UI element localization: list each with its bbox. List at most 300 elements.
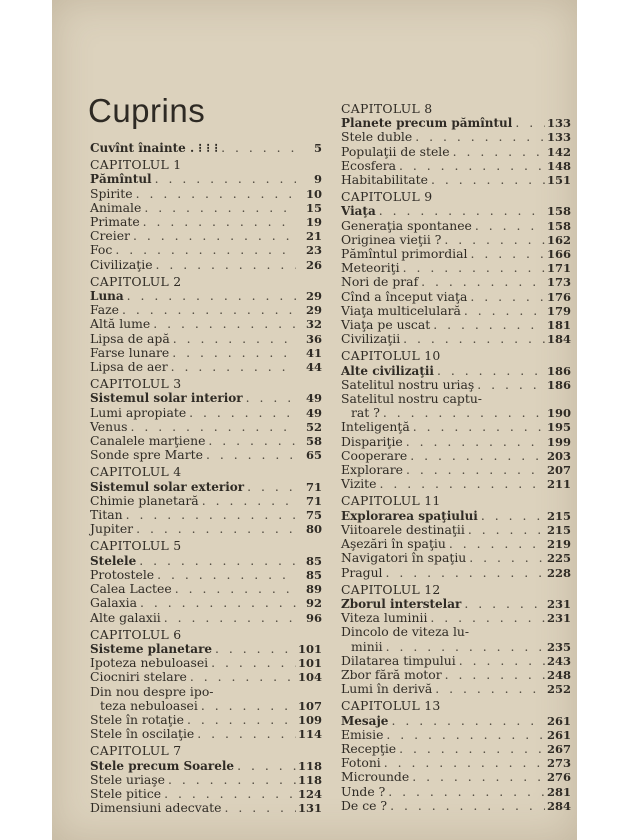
- page-number: 101: [297, 656, 322, 671]
- dot-leader: [186, 406, 296, 420]
- entry-text: Viteza luminii: [341, 610, 428, 626]
- toc-entry: [90, 229, 322, 243]
- toc-entry: [90, 434, 322, 448]
- toc-entry: [90, 215, 322, 229]
- dot-leader: [403, 435, 545, 449]
- dot-leader: [409, 770, 545, 784]
- toc-entry: [90, 727, 322, 741]
- dot-leader: [383, 640, 545, 654]
- entry-text: Lumi apropiate: [90, 404, 187, 420]
- page-number: 195: [546, 420, 571, 435]
- entry-text: Canalele marţiene: [90, 433, 206, 449]
- entry-text: CAPITOLUL 3: [90, 376, 182, 392]
- chapter-heading: [90, 539, 322, 553]
- entry-text: Sistemul solar interior: [90, 391, 243, 406]
- toc-entry: [90, 448, 322, 462]
- dot-leader: [388, 714, 545, 728]
- entry-text: CAPITOLUL 8: [341, 101, 433, 116]
- page-number: 267: [546, 741, 571, 756]
- page-number: 162: [546, 232, 571, 247]
- entry-text: Dispariţie: [341, 433, 403, 449]
- dot-leader: [187, 670, 296, 684]
- toc-entry: [90, 201, 322, 215]
- page-number: 133: [546, 116, 571, 131]
- toc-entry: [341, 145, 571, 159]
- dot-leader: [446, 537, 545, 551]
- page-number: 15: [305, 200, 322, 215]
- dot-leader: [205, 434, 296, 448]
- toc-entry: [90, 568, 322, 582]
- page-number: 243: [546, 653, 571, 668]
- entry-text: Aşezări în spaţiu: [341, 536, 446, 552]
- toc-entry: [341, 770, 571, 784]
- page-title: Cuprins: [88, 92, 206, 129]
- page-number: 190: [546, 406, 571, 421]
- page-number: 261: [546, 727, 571, 742]
- entry-text: Lipsa de apă: [90, 330, 170, 346]
- entry-text: Jupiter: [90, 521, 134, 537]
- dot-leader: [377, 477, 546, 491]
- dot-leader: [376, 204, 545, 218]
- entry-text: Fotoni: [341, 755, 381, 771]
- entry-text: CAPITOLUL 6: [90, 626, 182, 642]
- toc-entry: [341, 420, 571, 434]
- page-number: 71: [305, 479, 322, 494]
- entry-text: Farse lunare: [90, 344, 170, 360]
- toc-entry: [90, 258, 322, 272]
- entry-text: Dimensiuni adecvate: [90, 800, 222, 816]
- dot-leader: [380, 406, 545, 420]
- dot-leader: [432, 682, 545, 696]
- dot-leader: [467, 247, 545, 261]
- toc-entry: [341, 304, 571, 318]
- dot-leader: [127, 420, 296, 434]
- toc-entry: [341, 785, 571, 799]
- toc-entry: [341, 159, 571, 173]
- page-number: 118: [297, 772, 322, 787]
- toc-entry: [341, 247, 571, 261]
- entry-text: Stelele: [90, 553, 137, 568]
- entry-text: Faze: [90, 302, 120, 318]
- entry-text: Animale: [90, 199, 142, 215]
- dot-leader: [199, 494, 296, 508]
- dot-leader: [153, 258, 296, 272]
- toc-entry: [341, 392, 571, 406]
- entry-text: Navigatori în spaţiu: [341, 550, 467, 566]
- dot-leader: [466, 551, 545, 565]
- page-number: 207: [546, 463, 571, 478]
- entry-text: minii: [351, 638, 383, 654]
- page-number: 215: [546, 508, 571, 523]
- entry-text: Pămîntul: [90, 172, 152, 187]
- dot-leader: [418, 275, 545, 289]
- page-number: 173: [546, 275, 571, 290]
- page-number: 114: [297, 727, 322, 742]
- toc-entry: [341, 290, 571, 304]
- dot-leader: [221, 801, 296, 815]
- entry-text: Habitabilitate: [341, 172, 428, 188]
- page-number: 284: [546, 798, 571, 813]
- dot-leader: [472, 219, 545, 233]
- page-number: 104: [297, 670, 322, 685]
- page-number: 151: [546, 173, 571, 188]
- dot-leader: [430, 318, 545, 332]
- entry-text: Generaţia spontanee: [341, 217, 472, 233]
- entry-text: Civilizaţie: [90, 256, 153, 272]
- entry-text: CAPITOLUL 2: [90, 273, 182, 289]
- entry-text: Viitoarele destinaţii: [341, 521, 465, 537]
- entry-text: CAPITOLUL 7: [90, 743, 182, 759]
- entry-text: Microunde: [341, 769, 410, 785]
- entry-text: Sonde spre Marte: [90, 447, 203, 463]
- dot-leader: [136, 554, 296, 568]
- page-number: 65: [305, 448, 322, 463]
- page-number: 5: [313, 141, 322, 155]
- page-number: 36: [305, 331, 322, 346]
- page-number: 109: [297, 712, 322, 727]
- toc-entry: [90, 346, 322, 360]
- page-number: 219: [546, 537, 571, 552]
- dot-leader: [152, 172, 296, 186]
- dot-leader: [137, 596, 296, 610]
- page-number: 133: [546, 130, 571, 145]
- chapter-title-entry: [341, 204, 571, 218]
- chapter-title-entry: [341, 509, 571, 523]
- entry-text: Ecosfera: [341, 157, 397, 173]
- dot-leader: [428, 173, 545, 187]
- toc-entry: [341, 463, 571, 477]
- page-number: 26: [305, 257, 322, 272]
- entry-text: Originea vieţii ?: [341, 231, 442, 247]
- dot-leader: [474, 378, 545, 392]
- dot-leader: [465, 523, 545, 537]
- toc-entry: [341, 654, 571, 668]
- toc-entry: [90, 582, 322, 596]
- toc-entry: [341, 668, 571, 682]
- toc-entry: [90, 596, 322, 610]
- dot-leader: [198, 699, 296, 713]
- toc-entry: [90, 406, 322, 420]
- entry-text: Unde ?: [341, 783, 386, 799]
- entry-text: Populaţii de stele: [341, 143, 450, 159]
- page-number: 75: [305, 508, 322, 523]
- entry-text: CAPITOLUL 1: [90, 157, 182, 173]
- page-number: 199: [546, 434, 571, 449]
- chapter-heading: [90, 744, 322, 758]
- page-number: 49: [305, 391, 322, 406]
- toc-entry: [90, 787, 322, 801]
- page-number: 101: [297, 641, 322, 656]
- entry-text: Stele uriaşe: [90, 771, 165, 787]
- page-number: 52: [305, 419, 322, 434]
- entry-text: De ce ?: [341, 797, 388, 813]
- chapter-title-entry: [90, 172, 322, 186]
- page-number: 225: [546, 551, 571, 566]
- entry-text: Luna: [90, 289, 124, 304]
- dot-leader: [396, 742, 545, 756]
- page-number: 276: [546, 770, 571, 785]
- entry-text: Galaxia: [90, 595, 137, 611]
- toc-column-right: [341, 99, 571, 813]
- entry-text: Meteoriţi: [341, 260, 400, 276]
- toc-entry: [341, 566, 571, 580]
- entry-text: Foc: [90, 242, 113, 258]
- page-number: 184: [546, 332, 571, 347]
- entry-text: Nori de praf: [341, 274, 419, 290]
- page-number: 29: [305, 289, 322, 304]
- entry-text: CAPITOLUL 5: [90, 538, 182, 554]
- chapter-heading: [341, 699, 571, 713]
- entry-text: Stele în rotaţie: [90, 711, 184, 727]
- toc-entry: [341, 130, 571, 144]
- page-number: 248: [546, 667, 571, 682]
- dot-leader: [400, 261, 545, 275]
- dot-leader: [119, 303, 296, 317]
- page-number: 10: [305, 186, 322, 201]
- toc-entry: [90, 522, 322, 536]
- dot-leader: [383, 566, 545, 580]
- page-number: 29: [305, 303, 322, 318]
- dot-leader: [123, 508, 296, 522]
- toc-entry: [341, 799, 571, 813]
- toc-entry: [90, 713, 322, 727]
- page-number: 107: [297, 698, 322, 713]
- dot-leader: [184, 713, 296, 727]
- entry-text: Din nou despre ipo-: [90, 683, 214, 699]
- entry-text: Dincolo de viteza lu-: [341, 624, 470, 640]
- dot-leader: [442, 668, 545, 682]
- entry-text: Explorare: [341, 462, 403, 478]
- entry-text: Protostele: [90, 566, 155, 582]
- page-number: 142: [546, 144, 571, 159]
- page-number: 273: [546, 756, 571, 771]
- dot-leader: [133, 187, 296, 201]
- page-number: 49: [305, 405, 322, 420]
- page-number: 23: [305, 243, 322, 258]
- dot-leader: [150, 317, 296, 331]
- toc-entry: [90, 508, 322, 522]
- entry-text: Altă lume: [90, 316, 151, 332]
- entry-text: Pragul: [341, 564, 383, 580]
- toc-entry: [90, 611, 322, 625]
- toc-entry: [90, 303, 322, 317]
- entry-text: Cooperare: [341, 447, 408, 463]
- entry-text: Stele precum Soarele: [90, 758, 235, 773]
- chapter-heading: [341, 102, 571, 116]
- toc-entry: [90, 243, 322, 257]
- entry-text: Primate: [90, 214, 140, 230]
- page-number: 186: [546, 377, 571, 392]
- page-number: 158: [546, 204, 571, 219]
- dot-leader: [170, 332, 296, 346]
- dot-leader: [450, 145, 545, 159]
- toc-entry: [90, 656, 322, 670]
- page-number: 19: [305, 215, 322, 230]
- page-number: 124: [297, 786, 322, 801]
- entry-text: Ipoteza nebuloasei: [90, 655, 209, 671]
- entry-text: Chimie planetară: [90, 492, 199, 508]
- dot-leader: [168, 360, 296, 374]
- page-number: 131: [297, 801, 322, 816]
- chapter-title-entry: [341, 116, 571, 130]
- chapter-heading: [90, 158, 322, 172]
- entry-text: Lipsa de aer: [90, 359, 168, 375]
- page-number: 228: [546, 565, 571, 580]
- dot-leader: [441, 233, 545, 247]
- book-page: [52, 0, 577, 840]
- toc-entry: [90, 699, 322, 713]
- entry-text: Stele pitice: [90, 785, 162, 801]
- dot-leader: [234, 759, 296, 773]
- dot-leader: [130, 229, 296, 243]
- toc-entry: [341, 219, 571, 233]
- toc-entry: [90, 670, 322, 684]
- toc-entry: [341, 406, 571, 420]
- toc-entry: [341, 318, 571, 332]
- chapter-title-entry: [90, 391, 322, 405]
- dot-leader: [461, 304, 545, 318]
- page-number: 179: [546, 303, 571, 318]
- entry-text: Creier: [90, 228, 130, 244]
- chapter-heading: [90, 628, 322, 642]
- entry-text: Viaţa pe uscat: [341, 317, 431, 333]
- entry-text: Venus: [90, 418, 128, 434]
- page-number: 148: [546, 158, 571, 173]
- toc-entry: [90, 773, 322, 787]
- entry-text: Satelitul nostru captu-: [341, 391, 482, 407]
- chapter-heading: [341, 349, 571, 363]
- entry-text: Ciocniri stelare: [90, 669, 187, 685]
- page-number: 231: [546, 611, 571, 626]
- entry-text: Stele duble: [341, 129, 413, 145]
- page-number: 231: [546, 596, 571, 611]
- entry-text: Pămîntul primordial: [341, 246, 468, 262]
- entry-text: rat ?: [351, 405, 380, 421]
- toc-entry: [341, 728, 571, 742]
- page-number: 166: [546, 247, 571, 262]
- dot-leader: [478, 509, 545, 523]
- chapter-heading: [341, 190, 571, 204]
- page-number: 281: [546, 784, 571, 799]
- chapter-title-entry: [90, 759, 322, 773]
- entry-text: Alte civilizaţii: [341, 363, 434, 378]
- toc-entry: [90, 685, 322, 699]
- chapter-title-entry: [90, 554, 322, 568]
- page-number: 176: [546, 289, 571, 304]
- page-number: 41: [305, 345, 322, 360]
- entry-text: Spirite: [90, 185, 133, 201]
- page-number: 32: [305, 317, 322, 332]
- page-number: 211: [546, 477, 571, 492]
- toc-entry: [341, 523, 571, 537]
- toc-entry: [341, 742, 571, 756]
- page-number: 44: [305, 360, 322, 375]
- toc-entry: [341, 682, 571, 696]
- entry-text: Emisie: [341, 726, 384, 742]
- toc-entry: [341, 537, 571, 551]
- dot-leader: [169, 346, 296, 360]
- toc-entry: [341, 640, 571, 654]
- dot-leader: [381, 756, 545, 770]
- dot-leader: [512, 116, 545, 130]
- entry-text: Alte galaxii: [90, 609, 161, 625]
- toc-entry: [341, 332, 571, 346]
- entry-text: Titan: [90, 507, 123, 523]
- page-number: 186: [546, 363, 571, 378]
- entry-text: Lumi în derivă: [341, 681, 433, 697]
- entry-text: Inteligenţă: [341, 419, 410, 435]
- entry-text: Zbor fără motor: [341, 666, 442, 682]
- dot-leader: [407, 449, 545, 463]
- entry-text: CAPITOLUL 13: [341, 698, 441, 714]
- dot-leader: [396, 159, 545, 173]
- entry-text: Sistemul solar exterior: [90, 479, 245, 494]
- entry-text: Viaţa multicelulară: [341, 302, 461, 318]
- dot-leader: [456, 654, 545, 668]
- dot-leader: [161, 611, 296, 625]
- page-number: 71: [305, 493, 322, 508]
- entry-text: Zborul interstelar: [341, 596, 462, 611]
- page-number: 96: [305, 610, 322, 625]
- entry-text: Recepţie: [341, 740, 397, 756]
- entry-text: Mesaje: [341, 713, 389, 728]
- dot-leader: [434, 364, 545, 378]
- page-number: 261: [546, 713, 571, 728]
- dot-leader: [154, 568, 296, 582]
- dot-leader: [203, 448, 296, 462]
- dot-leader: [427, 611, 545, 625]
- entry-text: Calea Lactee: [90, 581, 172, 597]
- dot-leader: [385, 785, 545, 799]
- page-number: 9: [313, 172, 322, 187]
- chapter-heading: [90, 377, 322, 391]
- entry-text: Sisteme planetare: [90, 641, 213, 656]
- page-number: 80: [305, 522, 322, 537]
- toc-entry: [90, 494, 322, 508]
- dot-leader: [243, 391, 296, 405]
- dot-leader: [412, 130, 545, 144]
- page-number: 21: [305, 229, 322, 244]
- chapter-heading: [90, 275, 322, 289]
- page-number: 89: [305, 582, 322, 597]
- dot-leader: [461, 597, 545, 611]
- chapter-title-entry: [341, 597, 571, 611]
- page-number: 158: [546, 218, 571, 233]
- entry-text: Explorarea spaţiului: [341, 508, 478, 523]
- entry-text: Cuvînt înainte . ⁝ ⁝ ⁝: [90, 141, 219, 155]
- entry-text: CAPITOLUL 10: [341, 348, 441, 364]
- entry-text: CAPITOLUL 4: [90, 464, 182, 480]
- toc-entry: [341, 625, 571, 639]
- chapter-title-entry: [90, 141, 322, 155]
- toc-entry: [90, 317, 322, 331]
- toc-entry: [341, 378, 571, 392]
- entry-text: teza nebuloasei: [100, 697, 198, 713]
- dot-leader: [165, 773, 296, 787]
- chapter-title-entry: [90, 480, 322, 494]
- toc-entry: [341, 477, 571, 491]
- entry-text: Dilatarea timpului: [341, 652, 456, 668]
- entry-text: Satelitul nostru uriaş: [341, 376, 475, 392]
- page-number: 235: [546, 639, 571, 654]
- dot-leader: [208, 656, 296, 670]
- dot-leader: [410, 420, 545, 434]
- dot-leader: [244, 480, 296, 494]
- dot-leader: [387, 799, 545, 813]
- toc-entry: [90, 801, 322, 815]
- toc-entry: [90, 187, 322, 201]
- entry-text: CAPITOLUL 9: [341, 189, 433, 205]
